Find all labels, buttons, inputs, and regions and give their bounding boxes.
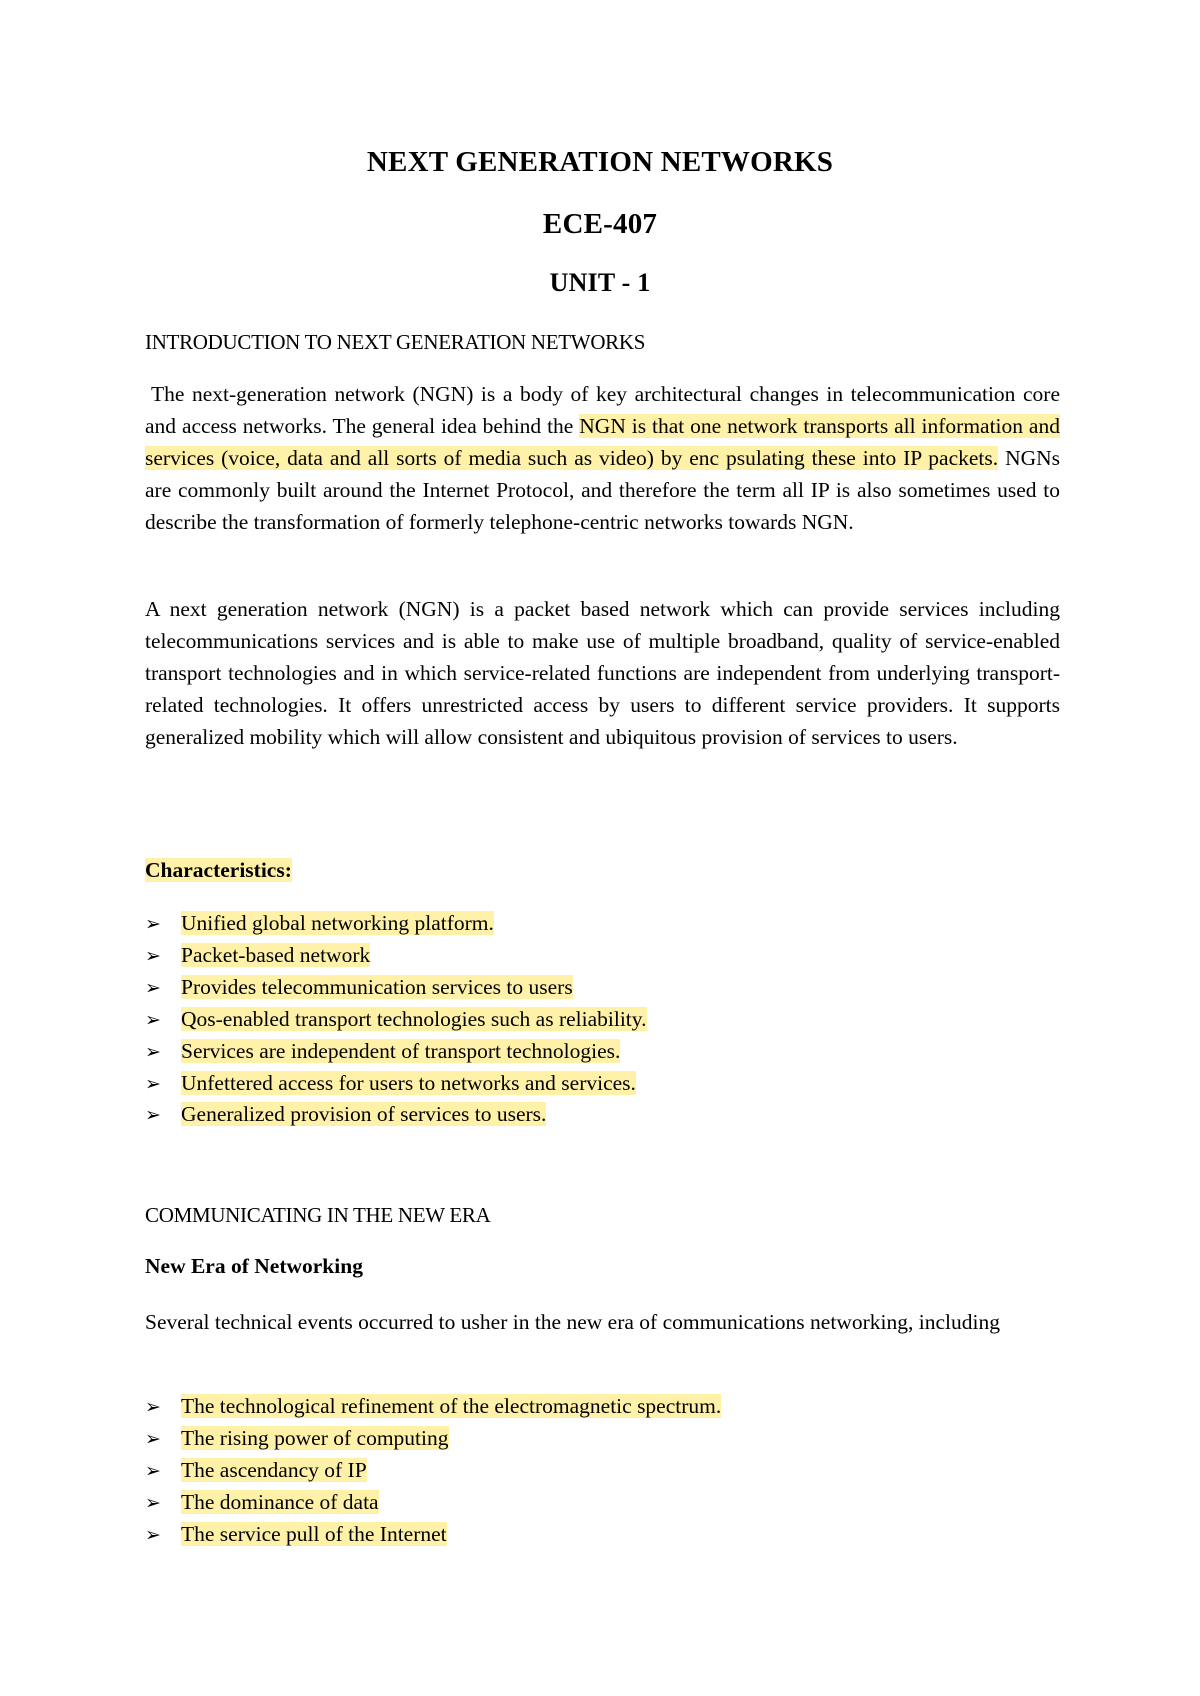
- characteristics-heading: Characteristics:: [145, 858, 292, 882]
- arrow-bullet-icon: ➢: [145, 913, 161, 935]
- arrow-bullet-icon: ➢: [145, 1396, 161, 1418]
- list-item: ➢ Unfettered access for users to networks and services.: [145, 1067, 647, 1099]
- new-era-intro: Several technical events occurred to usher in the new era of communications networking, including: [145, 1310, 1000, 1334]
- arrow-bullet-icon: ➢: [145, 1073, 161, 1095]
- para1-text-continued: NGNs are commonly built around the Internet Protocol, and therefore the term all IP is also sometimes used to describe the transformation of formerly telephone-centric networks towards NGN.: [145, 446, 1061, 534]
- list-item: ➢ Provides telecommunication services to users: [145, 971, 647, 1003]
- characteristics-list: [145, 907, 647, 1129]
- course-code: ECE-407: [542, 208, 658, 240]
- list-item: ➢ The service pull of the Internet: [145, 1518, 721, 1550]
- para1-text: The next-generation network (NGN) is a body of key architectural changes in telecommunication core and access networks. The general idea behind the: [145, 382, 1060, 438]
- arrow-bullet-icon: ➢: [145, 1009, 161, 1031]
- arrow-bullet-icon: ➢: [145, 945, 161, 967]
- list-item: ➢ Qos-enabled transport technologies such as reliability.: [145, 1003, 647, 1035]
- arrow-bullet-icon: ➢: [145, 977, 161, 999]
- list-item: ➢ The rising power of computing: [145, 1422, 721, 1454]
- list-item: ➢ Unified global networking platform.: [145, 907, 647, 939]
- list-item: ➢ The dominance of data: [145, 1486, 721, 1518]
- arrow-bullet-icon: ➢: [145, 1041, 161, 1063]
- arrow-bullet-icon: ➢: [145, 1492, 161, 1514]
- intro-paragraph-2: A next generation network (NGN) is a packet based network which can provide services including telecommunications services and is able to make use of multiple broadband, quality of service-enabled transport technologies and in which service-related functions are independent from underlying transport-related technologies. It offers unrestricted access by users to different service providers. It supports generalized mobility which will allow consistent and ubiquitous provision of services to users.: [145, 597, 1060, 749]
- arrow-bullet-icon: ➢: [145, 1524, 161, 1546]
- new-era-list: [145, 1390, 721, 1550]
- list-item: ➢ The ascendancy of IP: [145, 1454, 721, 1486]
- list-item: ➢ Packet-based network: [145, 939, 647, 971]
- arrow-bullet-icon: ➢: [145, 1460, 161, 1482]
- para1-highlight: NGN is that one network transports all information and services (voice, data and all sorts of media such as video) by enc psulating these into IP packets.: [145, 414, 1060, 470]
- arrow-bullet-icon: ➢: [145, 1428, 161, 1450]
- unit-label: UNIT - 1: [549, 268, 651, 297]
- section-heading-new-era: COMMUNICATING IN THE NEW ERA: [145, 1203, 491, 1227]
- new-era-subheading: New Era of Networking: [145, 1254, 363, 1278]
- intro-paragraph-1: [145, 378, 1060, 538]
- document-title: NEXT GENERATION NETWORKS: [366, 146, 834, 178]
- list-item: ➢ Services are independent of transport technologies.: [145, 1035, 647, 1067]
- section-heading-introduction: INTRODUCTION TO NEXT GENERATION NETWORKS: [145, 330, 646, 354]
- list-item: ➢ Generalized provision of services to users.: [145, 1099, 647, 1129]
- list-item: ➢ The technological refinement of the electromagnetic spectrum.: [145, 1390, 721, 1422]
- arrow-bullet-icon: ➢: [145, 1104, 161, 1126]
